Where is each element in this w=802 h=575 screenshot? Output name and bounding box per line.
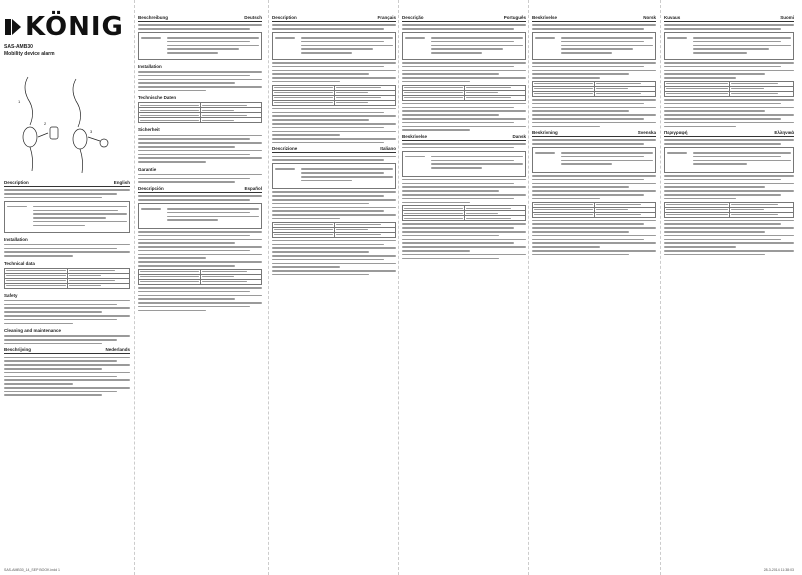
technical-table bbox=[664, 81, 794, 97]
description-table bbox=[402, 151, 526, 177]
section-header: Beskrivelse Norsk bbox=[532, 15, 656, 20]
section-header: Beskrivning Svenska bbox=[532, 130, 656, 136]
section-language: English bbox=[113, 180, 130, 185]
description-table bbox=[402, 32, 526, 60]
fold-line bbox=[134, 0, 135, 575]
description-table bbox=[138, 203, 262, 229]
section-title: Garantie bbox=[138, 166, 157, 172]
fold-line bbox=[528, 0, 529, 575]
print-timestamp: 28-3-2014 11:38:03 bbox=[763, 568, 794, 572]
column-deutsch bbox=[138, 12, 262, 313]
description-table bbox=[532, 32, 656, 60]
description-table bbox=[4, 201, 130, 233]
section-title: Technische Daten bbox=[138, 95, 177, 101]
column-portugues bbox=[402, 12, 526, 261]
konig-logo-icon bbox=[4, 18, 22, 36]
description-table bbox=[138, 32, 262, 60]
technical-table bbox=[402, 205, 526, 221]
fold-line bbox=[268, 0, 269, 575]
print-footer bbox=[4, 568, 794, 572]
column-suomi bbox=[664, 12, 794, 258]
technical-table bbox=[272, 85, 396, 106]
section-title: Technical data bbox=[4, 260, 35, 266]
section-title: Description bbox=[4, 180, 29, 185]
text-block bbox=[4, 189, 130, 198]
section-header: Περιγραφή Ελληνικά bbox=[664, 130, 794, 136]
section-title: Cleaning and maintenance bbox=[4, 328, 62, 334]
section-header bbox=[4, 180, 130, 187]
fold-line bbox=[398, 0, 399, 575]
section-header: Beschrijving Nederlands bbox=[4, 347, 130, 353]
technical-table bbox=[664, 202, 794, 218]
description-table bbox=[272, 32, 396, 60]
section-header: Beschreibung Deutsch bbox=[138, 15, 262, 20]
product-subtitle: Mobility device alarm bbox=[4, 51, 55, 57]
svg-text:2: 2 bbox=[44, 121, 47, 126]
brand-name: KÖNIG bbox=[25, 12, 124, 42]
brand-logo bbox=[4, 12, 130, 42]
column-francais bbox=[272, 12, 396, 278]
section-header: Descrizione Italiano bbox=[272, 146, 396, 152]
fold-line bbox=[660, 0, 661, 575]
section-header: Descrição Português bbox=[402, 15, 526, 20]
column-english bbox=[4, 12, 130, 398]
svg-text:3: 3 bbox=[90, 129, 93, 134]
svg-text:1: 1 bbox=[18, 99, 21, 104]
technical-table bbox=[532, 202, 656, 218]
section-header: Beskrivelse Dansk bbox=[402, 133, 526, 139]
file-name: SAS-AMB30_14_SEP BOOK.indd 1 bbox=[4, 568, 60, 572]
technical-table bbox=[532, 81, 656, 97]
technical-table bbox=[272, 222, 396, 238]
product-figure bbox=[4, 67, 130, 177]
section-title: Installation bbox=[138, 63, 162, 69]
section-header: Description Français bbox=[272, 15, 396, 20]
section-header: Kuvaus Suomi bbox=[664, 15, 794, 20]
section-title: Safety bbox=[4, 292, 18, 298]
description-table bbox=[664, 147, 794, 173]
column-norsk bbox=[532, 12, 656, 258]
section-title: Sicherheit bbox=[138, 127, 160, 133]
model-number: SAS-AMB30 bbox=[4, 44, 33, 50]
technical-table bbox=[138, 102, 262, 123]
description-table bbox=[664, 32, 794, 60]
technical-table bbox=[402, 85, 526, 101]
description-table bbox=[532, 147, 656, 173]
section-header: Descripción Español bbox=[138, 186, 262, 192]
technical-table bbox=[138, 269, 262, 285]
description-table bbox=[272, 163, 396, 189]
technical-table bbox=[4, 268, 130, 289]
section-title: Installation bbox=[4, 236, 28, 242]
alarm-device-illustration bbox=[4, 67, 130, 177]
